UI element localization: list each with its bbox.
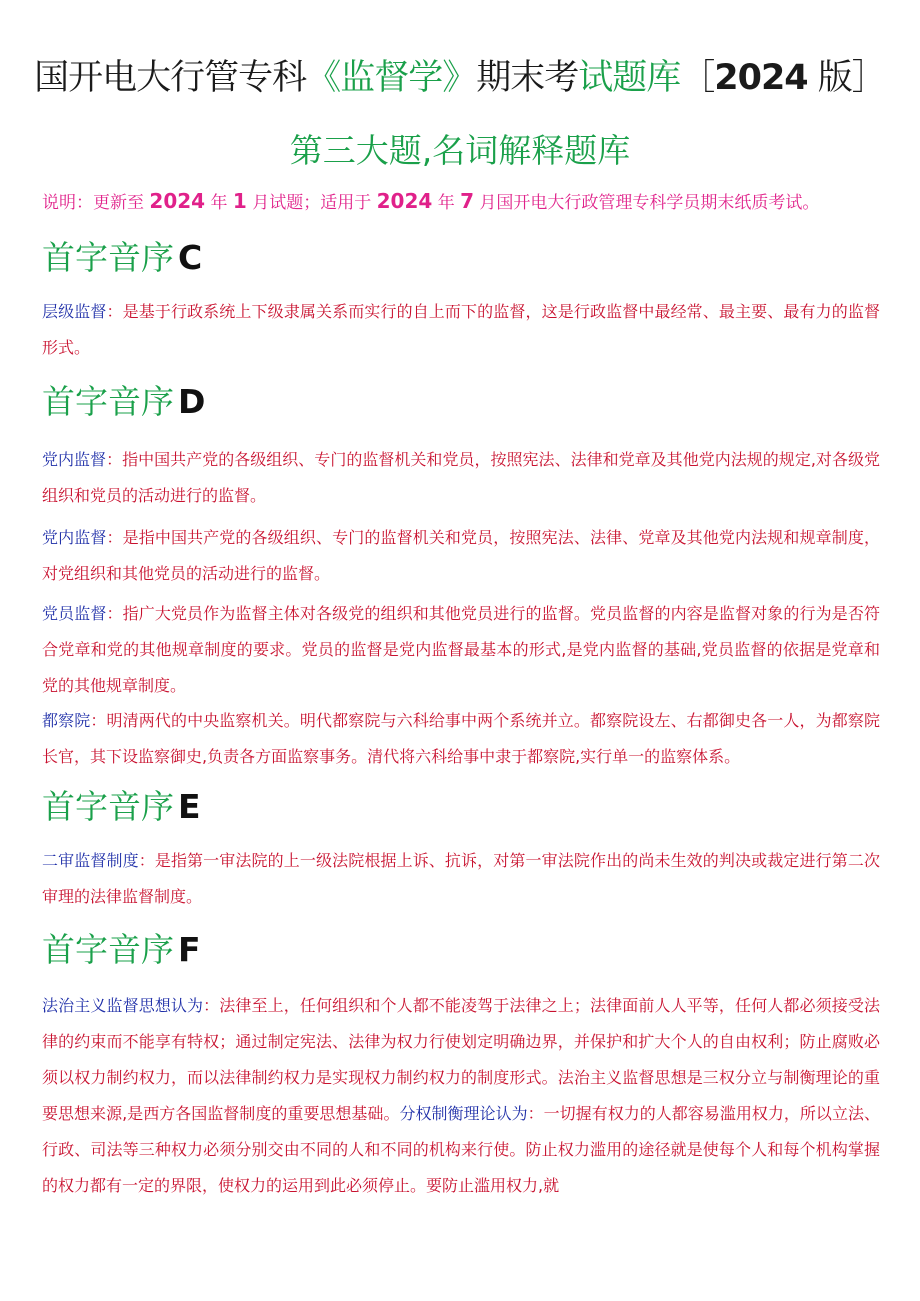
- entry-term: 法治主义监督思想认为: [42, 996, 204, 1015]
- entry-definition: 指中国共产党的各级组织、专门的监督机关和党员，按照宪法、法律和党章及其他党内法规的规定,对各级党组织和党员的活动进行的监督。: [42, 450, 880, 505]
- entry-term: 层级监督: [42, 302, 107, 321]
- title-year: 2024: [714, 58, 808, 98]
- section-heading-d: [42, 380, 205, 424]
- entry-definition: 是指第一审法院的上一级法院根据上诉、抗诉，对第一审法院作出的尚未生效的判决或裁定进行第二次审理的法律监督制度。: [42, 851, 880, 906]
- document-note: [42, 186, 902, 218]
- note-text: 年: [205, 193, 233, 213]
- note-month: 1: [232, 189, 247, 213]
- note-year: 2024: [376, 189, 433, 213]
- section-heading-label: 首字音序: [42, 238, 174, 277]
- section-heading-e: [42, 785, 201, 829]
- entry-term: 党内监督: [42, 528, 107, 547]
- section-heading-f: [42, 928, 201, 972]
- entry-definition: 是指中国共产党的各级组织、专门的监督机关和党员，按照宪法、法律、党章及其他党内法规和规章制度，对党组织和其他党员的活动进行的监督。: [42, 528, 880, 583]
- note-month: 7: [460, 189, 475, 213]
- title-part-4: 试题库: [578, 58, 681, 98]
- section-heading-label: 首字音序: [42, 787, 174, 826]
- document-subtitle: 第三大题,名词解释题库: [289, 131, 631, 170]
- note-text: 年: [432, 193, 461, 213]
- note-text: 月国开电大行政管理专科学员期末纸质考试。: [474, 193, 820, 213]
- section-letter: E: [178, 787, 201, 826]
- entry-definition: 法律至上，任何组织和个人都不能凌驾于法律之上；法律面前人人平等，任何人都必须接受法律的约束而不能享有特权；通过制定宪法、法律为权力行使划定明确边界，并保护和扩大个人的自由权利；防止腐败必须以权力制约权力，而以法律制约权力是实现权力制约权力的制度形式。法治主义监督思想是三权分立与制衡理论的重要思想来源,是西方各国监督制度的重要思想基础。: [42, 996, 880, 1123]
- glossary-entry: [42, 988, 880, 1204]
- glossary-entry: [42, 843, 880, 915]
- entry-term: 都察院: [42, 711, 91, 730]
- section-letter: D: [178, 382, 206, 421]
- document-title: [0, 52, 920, 104]
- note-text: 月试题；适用于: [246, 193, 377, 213]
- section-letter: F: [178, 930, 201, 969]
- entry-definition: 是基于行政系统上下级隶属关系而实行的自上而下的监督，这是行政监督中最经常、最主要、最有力的监督形式。: [42, 302, 880, 357]
- section-letter: C: [178, 238, 203, 277]
- entry-colon: ：: [138, 851, 155, 870]
- entry-colon: ：: [527, 1104, 544, 1123]
- section-heading-label: 首字音序: [42, 382, 174, 421]
- entry-definition: 指广大党员作为监督主体对各级党的组织和其他党员进行的监督。党员监督的内容是监督对象的行为是否符合党章和党的其他规章制度的要求。党员的监督是党内监督最基本的形式,是党内监督的基础,党员监督的依据是党章和党的其他规章制度。: [42, 604, 880, 695]
- entry-colon: ：: [106, 450, 123, 469]
- title-part-3: 期末考: [476, 58, 579, 98]
- entry-colon: ：: [106, 604, 123, 623]
- title-part-5: ［: [680, 58, 715, 98]
- glossary-entry: [42, 442, 880, 514]
- entry-colon: ：: [106, 302, 123, 321]
- entry-term: 党员监督: [42, 604, 107, 623]
- title-part-2: 《监督学》: [306, 58, 477, 98]
- section-heading-label: 首字音序: [42, 930, 174, 969]
- entry-colon: ：: [90, 711, 107, 730]
- entry-definition: 一切握有权力的人都容易滥用权力，所以立法、行政、司法等三种权力必须分别交由不同的人和不同的机构来行使。防止权力滥用的途径就是使每个人和每个机构掌握的权力都有一定的界限，使权力的运用到此必须停止。要防止滥用权力,就: [42, 1104, 880, 1195]
- entry-term: 分权制衡理论认为: [399, 1104, 528, 1123]
- entry-term: 党内监督: [42, 450, 107, 469]
- glossary-entry: [42, 703, 880, 775]
- glossary-entry: [42, 294, 880, 366]
- glossary-entry: [42, 520, 880, 592]
- entry-term: 二审监督制度: [42, 851, 139, 870]
- entry-colon: ：: [106, 528, 123, 547]
- title-part-1: 国开电大行管专科: [34, 58, 307, 98]
- entry-colon: ：: [203, 996, 220, 1015]
- section-heading-c: [42, 236, 202, 280]
- note-year: 2024: [149, 189, 206, 213]
- note-text: 说明：更新至: [42, 193, 150, 213]
- title-part-7: 版］: [807, 58, 886, 98]
- entry-definition: 明清两代的中央监察机关。明代都察院与六科给事中两个系统并立。都察院设左、右都御史各一人，为都察院长官，其下设监察御史,负责各方面监察事务。清代将六科给事中隶于都察院,实行单一的监察体系。: [42, 711, 880, 766]
- glossary-entry: [42, 596, 880, 704]
